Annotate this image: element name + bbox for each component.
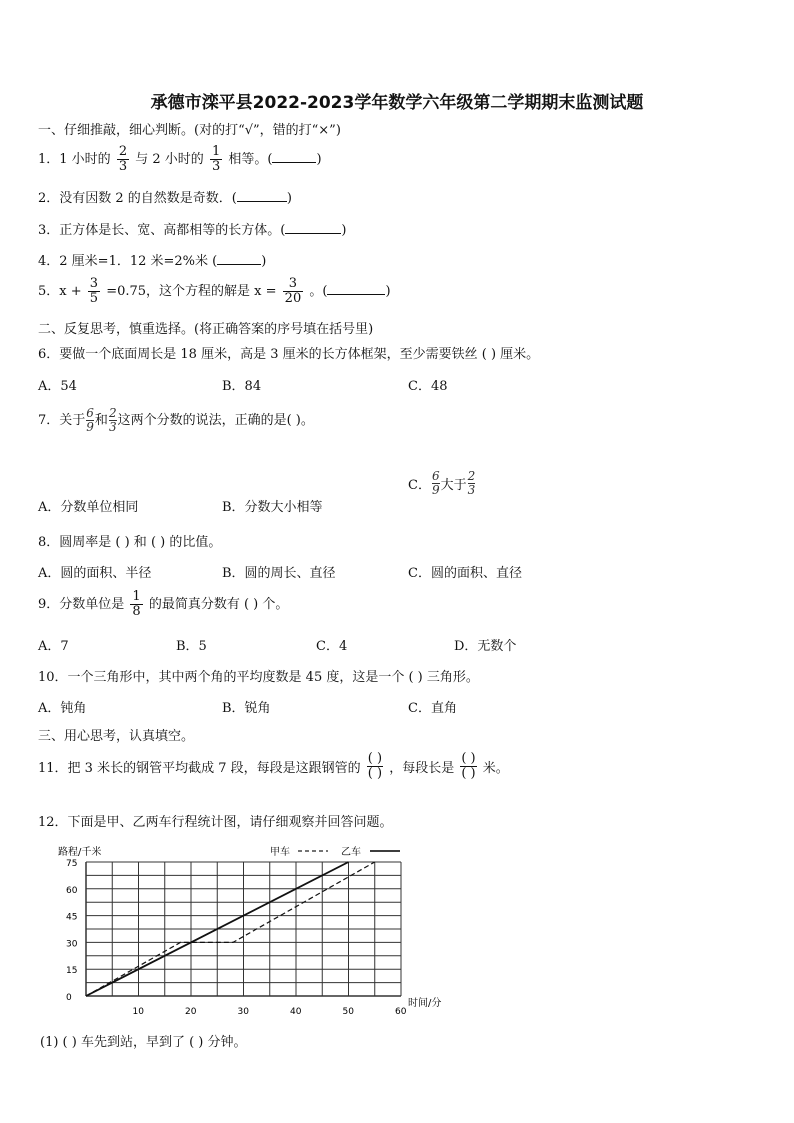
x-tick-label: 30 <box>237 1007 249 1017</box>
q4-text: 4．2 厘米=1．12 米=2%米 ( <box>38 254 218 269</box>
section-1-heading: 一、仔细推敲，细心判断。(对的打“√”，错的打“×”) <box>38 123 341 138</box>
q7-text-a: 7．关于 <box>38 413 86 428</box>
q5-text-b: =0.75，这个方程的解是 x = <box>106 284 277 299</box>
y-tick-label: 15 <box>66 966 78 977</box>
q7-option-c[interactable] <box>408 470 476 497</box>
q8-option-c[interactable]: C．圆的面积、直径 <box>408 566 522 581</box>
q1-text-b: 与 2 小时的 <box>135 152 204 167</box>
q7-option-c-greater: 大于 <box>440 478 467 493</box>
q9-option-a[interactable]: A．7 <box>38 639 69 654</box>
question-11 <box>38 752 509 781</box>
x-tick-label: 40 <box>290 1007 302 1017</box>
legend-label-b: 乙车 <box>341 847 361 858</box>
question-10: 10．一个三角形中，其中两个角的平均度数是 45 度，这是一个 ( ) 三角形。 <box>38 670 479 685</box>
travel-chart <box>36 838 456 1028</box>
q9-text-a: 9．分数单位是 <box>38 597 125 612</box>
fraction-6-9: $\frac{6}{9}$ <box>86 406 94 434</box>
x-tick-label: 10 <box>132 1007 144 1017</box>
q7-option-b[interactable]: B．分数大小相等 <box>222 500 323 515</box>
q1-text-a: 1．1 小时的 <box>38 152 111 167</box>
x-axis-label: 时间/分 <box>408 998 442 1009</box>
answer-blank-3[interactable] <box>285 233 341 234</box>
q9-option-b[interactable]: B．5 <box>176 639 207 654</box>
x-tick-label: 60 <box>395 1007 407 1017</box>
fraction-2-3-c: $\frac{2}{3}$ <box>467 469 476 497</box>
fraction-2-3-b: $\frac{2}{3}$ <box>108 406 117 434</box>
q7-option-c-label: C． <box>408 478 431 493</box>
legend-label-a: 甲车 <box>270 847 290 858</box>
question-1 <box>38 145 322 174</box>
q11-text-b: ，每段长是 <box>389 761 455 776</box>
q6-option-b[interactable]: B．84 <box>222 379 262 394</box>
q5-close: ) <box>385 284 391 299</box>
question-12-sub-1: (1) ( ) 车先到站，早到了 ( ) 分钟。 <box>40 1035 247 1050</box>
answer-blank-1[interactable] <box>272 162 316 163</box>
q10-option-a[interactable]: A．钝角 <box>38 701 87 716</box>
fraction-3-20: $\frac{3}{20}$ <box>284 276 302 306</box>
q2-text: 2．没有因数 2 的自然数是奇数．( <box>38 191 237 206</box>
y-axis-label: 路程/千米 <box>58 847 102 858</box>
section-2-heading: 二、反复思考，慎重选择。(将正确答案的序号填在括号里) <box>38 322 374 337</box>
q2-close: ) <box>286 191 292 206</box>
q10-option-b[interactable]: B．锐角 <box>222 701 271 716</box>
page-title: 承德市滦平县2022-2023学年数学六年级第二学期期末监测试题 <box>150 93 644 113</box>
fraction-1-8: $\frac{1}{8}$ <box>132 589 141 619</box>
question-6: 6．要做一个底面周长是 18 厘米，高是 3 厘米的长方体框架，至少需要铁丝 ( ) 厘米。 <box>38 347 540 362</box>
answer-blank-4[interactable] <box>217 264 261 265</box>
q8-option-b[interactable]: B．圆的周长、直径 <box>222 566 336 581</box>
q6-option-a[interactable]: A．54 <box>38 379 77 394</box>
question-3 <box>38 219 346 238</box>
question-7 <box>38 407 314 434</box>
q7-option-a[interactable]: A．分数单位相同 <box>38 500 139 515</box>
x-tick-label: 50 <box>342 1007 354 1017</box>
travel-chart-svg <box>36 838 456 1028</box>
blank-fraction-2[interactable]: ( ) ( ) <box>461 751 476 781</box>
q4-close: ) <box>261 254 267 269</box>
q10-option-c[interactable]: C．直角 <box>408 701 457 716</box>
fraction-2-3: $\frac{2}{3}$ <box>118 144 128 174</box>
q7-and: 和 <box>94 413 108 428</box>
question-8: 8．圆周率是 ( ) 和 ( ) 的比值。 <box>38 535 222 550</box>
y-tick-label: 30 <box>66 939 78 950</box>
q7-text-b: 这两个分数的说法，正确的是( )。 <box>117 413 314 428</box>
fraction-6-9-c: $\frac{6}{9}$ <box>431 469 440 497</box>
q3-text: 3．正方体是长、宽、高都相等的长方体。( <box>38 223 286 238</box>
q5-text-c: 。( <box>309 284 328 299</box>
x-tick-label: 20 <box>185 1007 197 1017</box>
q9-option-c[interactable]: C．4 <box>316 639 348 654</box>
q3-close: ) <box>341 223 347 238</box>
section-3-heading: 三、用心思考，认真填空。 <box>38 729 195 744</box>
question-2 <box>38 187 292 206</box>
y-tick-label: 0 <box>66 993 72 1003</box>
q9-option-d[interactable]: D．无数个 <box>454 639 517 654</box>
fraction-3-5: $\frac{3}{5}$ <box>89 276 99 306</box>
q8-option-a[interactable]: A．圆的面积、半径 <box>38 566 152 581</box>
q6-option-c[interactable]: C．48 <box>408 379 448 394</box>
question-12: 12．下面是甲、乙两车行程统计图，请仔细观察并回答问题。 <box>38 815 393 830</box>
q11-text-a: 11．把 3 米长的钢管平均截成 7 段，每段是这跟钢管的 <box>38 761 361 776</box>
q1-text-c: 相等。( <box>228 152 273 167</box>
question-9 <box>38 590 288 619</box>
question-5 <box>38 277 391 306</box>
answer-blank-2[interactable] <box>237 201 287 202</box>
fraction-1-3: $\frac{1}{3}$ <box>211 144 221 174</box>
y-tick-label: 60 <box>66 885 78 896</box>
question-4 <box>38 250 266 269</box>
q11-text-c: 米。 <box>482 761 509 776</box>
q9-text-b: 的最简真分数有 ( ) 个。 <box>148 597 289 612</box>
y-tick-label: 75 <box>66 859 78 869</box>
q1-close: ) <box>316 152 322 167</box>
q5-text-a: 5．x + <box>38 284 82 299</box>
answer-blank-5[interactable] <box>327 294 385 295</box>
blank-fraction-1[interactable]: ( ) ( ) <box>367 751 383 781</box>
y-tick-label: 45 <box>66 912 78 923</box>
